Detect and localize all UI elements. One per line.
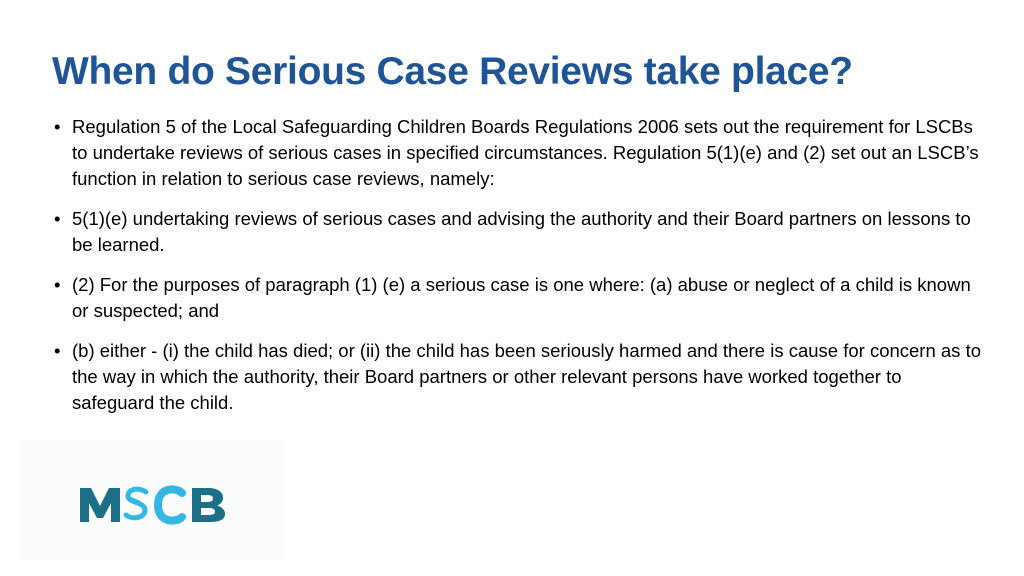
bullet-point-icon: • [54,116,61,137]
slide-title: When do Serious Case Reviews take place? [52,50,853,93]
bullet-item [52,272,988,324]
mscb-logo [78,476,238,536]
bullet-point-icon: • [54,208,61,229]
bullet-item [52,338,988,416]
bullet-text: 5(1)(e) undertaking reviews of serious cases and advising the authority and their Board partners on lessons to be learned. [72,208,971,255]
bullet-text: (b) either - (i) the child has died; or (ii) the child has been seriously harmed and there is cause for concern as to the way in which the authority, their Board partners or other relevant persons have worked together to safeguard the child. [72,340,982,413]
logo-letter-c [158,489,182,520]
bullet-text: (2) For the purposes of paragraph (1) (e) a serious case is one where: (a) abuse or neglect of a child is known or suspected; and [72,274,971,321]
bullet-item [52,206,988,258]
logo-letter-m [80,488,120,522]
logo-letter-s [126,489,146,518]
logo-letter-b [192,488,225,522]
bullet-point-icon: • [54,274,61,295]
bullet-list [52,114,988,430]
bullet-item [52,114,988,192]
bullet-text: Regulation 5 of the Local Safeguarding Children Boards Regulations 2006 sets out the requirement for LSCBs to undertake reviews of serious cases in specified circumstances. Regulation 5(1)(e) and (2) set out an LSCB’s function in relation to serious case reviews, namely: [72,116,979,189]
bullet-point-icon: • [54,340,61,361]
